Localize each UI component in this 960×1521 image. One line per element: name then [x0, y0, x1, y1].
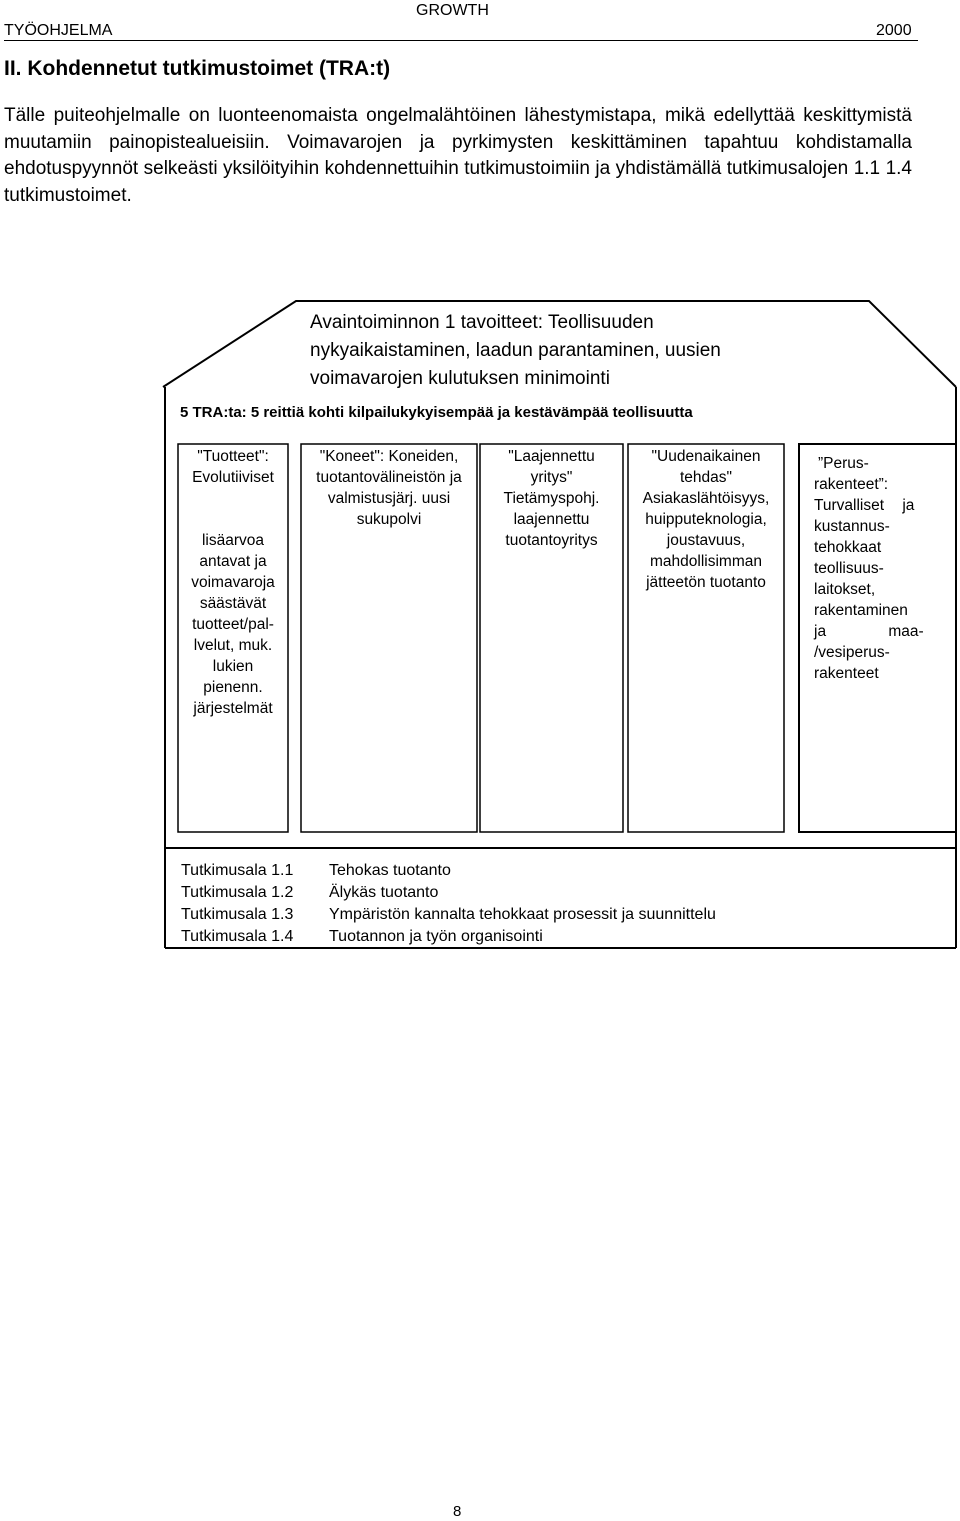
pillar-laajennettu-line: tuotantoyritys	[505, 532, 598, 549]
pillar-koneet-line: "Koneet": Koneiden,	[319, 448, 459, 465]
tra-heading: 5 TRA:ta: 5 reittiä kohti kilpailukykyisempää ja kestävämpää teollisuutta	[180, 404, 693, 421]
pillar-perusrakenteet-line: ”Perus-	[818, 455, 869, 472]
pillar-perusrakenteet-line: ja maa-	[814, 623, 924, 640]
pillar-tuotteet-line: antavat ja	[199, 553, 267, 570]
pillar-laajennettu-line: yritys"	[530, 469, 573, 486]
research-area-code: Tutkimusala 1.3	[181, 906, 294, 923]
page-number: 8	[453, 1503, 462, 1520]
pillar-perusrakenteet-line: rakenteet”:	[814, 476, 889, 493]
pillar-perusrakenteet-line: kustannus-	[814, 518, 890, 535]
pillar-tehdas-line: Asiakaslähtöisyys,	[642, 490, 770, 507]
pillar-tehdas-line: tehdas"	[679, 469, 733, 486]
research-area-code: Tutkimusala 1.1	[181, 862, 294, 879]
pillar-perusrakenteet-line: Turvalliset ja	[814, 497, 915, 514]
research-area-code: Tutkimusala 1.2	[181, 884, 294, 901]
pillar-perusrakenteet-line: rakentaminen	[814, 602, 908, 619]
header-year: 2000	[876, 22, 912, 39]
pillar-laajennettu	[480, 446, 623, 551]
pillar-tuotteet-line: säästävät	[199, 595, 267, 612]
pillar-laajennettu-line: "Laajennettu	[508, 448, 595, 465]
research-area-name: Tuotannon ja työn organisointi	[329, 928, 543, 945]
pillar-perusrakenteet-line: /vesiperus-	[814, 644, 890, 661]
research-area-name: Tehokas tuotanto	[329, 862, 451, 879]
intro-paragraph: Tälle puiteohjelmalle on luonteenomaista ongelmalähtöinen lähestymistapa, mikä edellyttää keskittymistä muutamiin painopistealueisiin. Voimavarojen ja pyrkimysten keskittäminen tapahtuu kohdistamalla ehdotuspyynnöt selkeästi yksilöityihin kohdennettuihin tutkimustoimiin ja yhdistämällä tutkimusalojen 1.1 1.4 tutkimustoimet.	[4, 105, 912, 206]
section-title: II. Kohdennetut tutkimustoimet (TRA:t)	[4, 57, 391, 80]
pillar-tehdas-line: jätteetön tuotanto	[646, 574, 766, 591]
pillar-laajennettu-line: laajennettu	[513, 511, 590, 528]
pillar-tehdas	[628, 446, 784, 593]
pillar-perusrakenteet-line: tehokkaat	[814, 539, 882, 556]
pillar-koneet-line: sukupolvi	[356, 511, 422, 528]
pillar-perusrakenteet	[814, 453, 948, 684]
pillar-tuotteet-line: voimavaroja	[191, 574, 275, 591]
pillar-koneet	[301, 446, 477, 530]
research-area-name: Älykäs tuotanto	[329, 884, 439, 901]
pillar-perusrakenteet-line: laitokset,	[814, 581, 876, 598]
header-program-label: TYÖOHJELMA	[4, 22, 113, 39]
pillar-koneet-line: tuotantovälineistön ja	[316, 469, 462, 486]
research-area-code: Tutkimusala 1.4	[181, 928, 294, 945]
header-program-name: GROWTH	[416, 2, 489, 19]
pillar-tuotteet-line: tuotteet/pal-	[192, 616, 274, 633]
pillar-tuotteet-line: lvelut, muk.	[193, 637, 273, 654]
pillar-tuotteet-line: järjestelmät	[193, 700, 273, 717]
pillar-perusrakenteet-line: rakenteet	[814, 665, 879, 682]
pillar-tuotteet-line: lukien	[212, 658, 254, 675]
pillar-perusrakenteet-line: teollisuus-	[814, 560, 884, 577]
research-area-name: Ympäristön kannalta tehokkaat prosessit ja suunnittelu	[329, 906, 716, 923]
pillar-tuotteet-line: "Tuotteet":	[197, 448, 269, 465]
pillar-tehdas-line: mahdollisimman	[650, 553, 762, 570]
pillar-tuotteet-line: pienenn.	[203, 679, 263, 696]
pillar-tehdas-line: joustavuus,	[666, 532, 746, 549]
goal-text: Avaintoiminnon 1 tavoitteet: Teollisuuden nykyaikaistaminen, laadun parantaminen, uusien voimavarojen kulutuksen minimointi	[310, 312, 721, 389]
pillar-koneet-line: valmistusjärj. uusi	[327, 490, 451, 507]
pillar-tuotteet-line: lisäarvoa	[201, 532, 265, 549]
pillar-tehdas-line: "Uudenaikainen	[651, 448, 761, 465]
pillar-tehdas-line: huipputeknologia,	[645, 511, 767, 528]
pillar-tuotteet-line: Evolutiiviset	[192, 469, 274, 486]
pillar-tuotteet	[178, 446, 288, 719]
pillar-laajennettu-line: Tietämyspohj.	[503, 490, 600, 507]
